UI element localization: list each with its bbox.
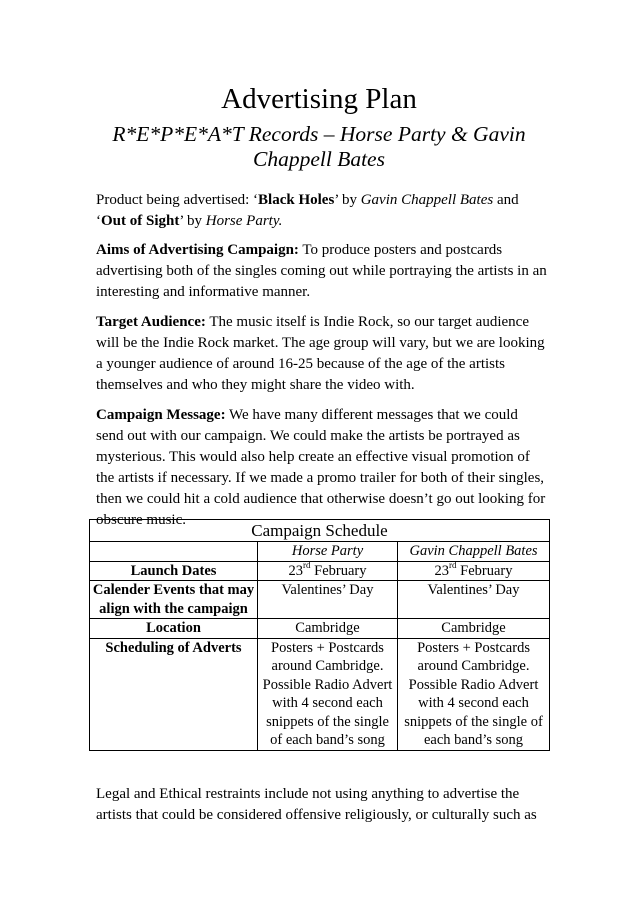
scheduling-gavin: Posters + Postcards around Cambridge. Possible Radio Advert with 4 second each snippets of the single of each band’s song	[398, 638, 550, 750]
row-label-scheduling: Scheduling of Adverts	[90, 638, 258, 750]
legal-text: Legal and Ethical restraints include not using anything to advertise the artists that could be considered offensive religiously, or culturally such as	[96, 786, 537, 823]
product-by-1: ’ by	[334, 192, 361, 208]
single-out-of-sight: Out of Sight	[101, 213, 180, 229]
table-row	[90, 581, 550, 619]
aims-paragraph	[96, 240, 548, 303]
row-label-calendar: Calender Events that may align with the campaign	[90, 581, 258, 619]
launch-suffix: rd	[303, 559, 311, 570]
table-caption: Campaign Schedule	[90, 520, 550, 542]
document-title: Advertising Plan	[221, 83, 417, 115]
table-caption-row	[90, 520, 550, 542]
message-paragraph	[96, 405, 548, 531]
table-row	[90, 638, 550, 750]
product-paragraph	[96, 190, 548, 232]
row-label-location: Location	[90, 619, 258, 639]
audience-paragraph	[96, 312, 548, 396]
launch-month: February	[310, 562, 367, 579]
campaign-schedule-table	[89, 519, 550, 751]
launch-day: 23	[288, 562, 304, 579]
artist-horse-party: Horse Party.	[205, 213, 283, 229]
audience-text: The music itself is Indie Rock, so our target audience will be the Indie Rock market. The age group will vary, but we are looking a younger audience of around 16-25 because of the age of the artists themselves and who they might share the video with.	[96, 314, 545, 393]
scheduling-horse-party: Posters + Postcards around Cambridge. Possible Radio Advert with 4 second each snippets of the single of each band’s song	[258, 638, 398, 750]
table-row	[90, 561, 550, 581]
location-gavin: Cambridge	[398, 619, 550, 639]
message-label: Campaign Message:	[96, 407, 226, 423]
legal-paragraph	[96, 784, 548, 826]
single-black-holes: Black Holes	[258, 192, 335, 208]
document-subtitle: R*E*P*E*A*T Records – Horse Party & Gavin Chappell Bates	[112, 122, 526, 171]
aims-label: Aims of Advertising Campaign:	[96, 242, 299, 258]
launch-suffix: rd	[449, 559, 457, 570]
aims-text: To produce posters and postcards advertising both of the singles coming out while portraying the artists in an interesting and informative manner.	[96, 242, 547, 300]
launch-date-gavin	[398, 561, 550, 581]
launch-day: 23	[434, 562, 450, 579]
table-header-row	[90, 542, 550, 562]
row-label-launch: Launch Dates	[90, 561, 258, 581]
launch-month: February	[456, 562, 513, 579]
product-and: and ‘	[96, 192, 519, 229]
product-lead: Product being advertised: ‘	[96, 192, 259, 208]
artist-gavin: Gavin Chappell Bates	[360, 192, 494, 208]
product-by-2: ’ by	[179, 213, 206, 229]
location-horse-party: Cambridge	[258, 619, 398, 639]
calendar-gavin: Valentines’ Day	[398, 581, 550, 619]
calendar-horse-party: Valentines’ Day	[258, 581, 398, 619]
table-row	[90, 619, 550, 639]
launch-date-horse-party	[258, 561, 398, 581]
message-text: We have many different messages that we could send out with our campaign. We could make the artists be portrayed as mysterious. This would also help create an effective visual promotion of the artists if necessary. If we made a promo trailer for both of their singles, then we could hit a cold audience that otherwise doesn’t go out looking for obscure music.	[96, 407, 546, 528]
audience-label: Target Audience:	[96, 314, 206, 330]
empty-header-cell	[90, 542, 258, 562]
column-header-horse-party: Horse Party	[258, 542, 398, 562]
column-header-gavin: Gavin Chappell Bates	[398, 542, 550, 562]
